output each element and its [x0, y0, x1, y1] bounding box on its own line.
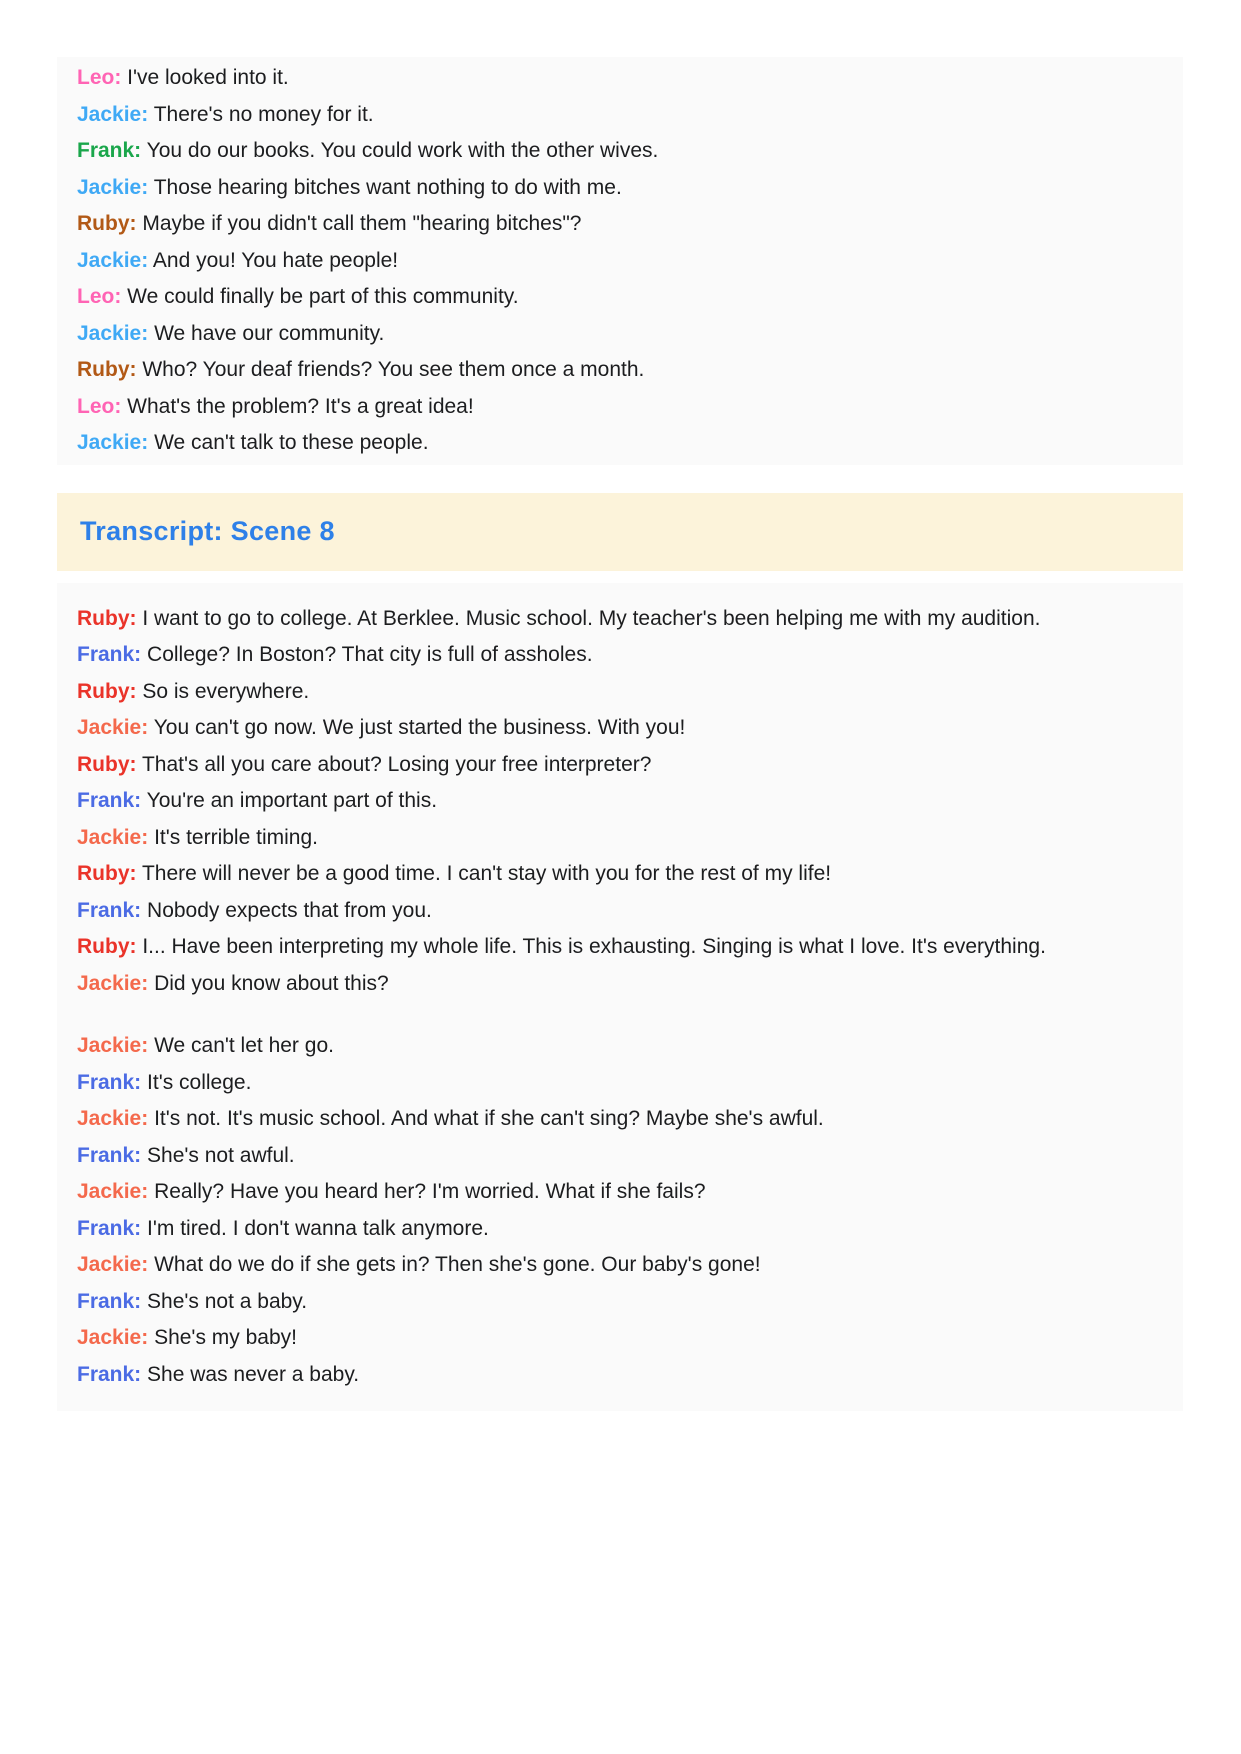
dialogue-text: You can't go now. We just started the business. With you!: [148, 716, 686, 739]
dialogue-text: She's my baby!: [148, 1326, 297, 1349]
dialogue-text: So is everywhere.: [136, 679, 310, 703]
speaker-name: Leo:: [77, 285, 122, 308]
dialogue-line: [77, 1065, 1163, 1102]
dialogue-line: [77, 710, 1163, 747]
dialogue-line: [77, 1028, 1163, 1065]
dialogue-text: We can't let her go.: [148, 1034, 334, 1057]
scene8-header-title: Transcript: Scene 8: [80, 516, 335, 546]
dialogue-text: It's college.: [141, 1070, 252, 1094]
dialogue-line: [77, 637, 1163, 674]
dialogue-text: There will never be a good time. I can't stay with you for the rest of my life!: [136, 862, 832, 885]
scene8-paragraph-2: [77, 1028, 1163, 1393]
dialogue-text: We can't talk to these people.: [148, 431, 429, 454]
speaker-name: Leo:: [77, 394, 122, 418]
transcript-page: [57, 57, 1183, 1411]
speaker-name: Ruby:: [77, 935, 137, 958]
dialogue-line: [77, 1357, 1163, 1394]
speaker-name: Frank:: [77, 139, 142, 162]
dialogue-text: She's not a baby.: [141, 1289, 308, 1313]
dialogue-line: [77, 966, 1163, 1003]
dialogue-text: What do we do if she gets in? Then she's gone. Our baby's gone!: [148, 1253, 761, 1276]
dialogue-line: [77, 60, 1163, 97]
speaker-name: Jackie:: [77, 1180, 149, 1203]
dialogue-text: It's not. It's music school. And what if she can't sing? Maybe she's awful.: [148, 1107, 824, 1130]
dialogue-text: Did you know about this?: [148, 971, 389, 995]
dialogue-text: And you! You hate people!: [148, 248, 399, 272]
dialogue-text: Nobody expects that from you.: [141, 898, 432, 922]
speaker-name: Jackie:: [77, 971, 149, 995]
speaker-name: Ruby:: [77, 679, 137, 703]
scene8-header-banner: [57, 493, 1183, 571]
speaker-name: Jackie:: [77, 321, 149, 345]
speaker-name: Frank:: [77, 643, 142, 666]
dialogue-line: [77, 893, 1163, 930]
dialogue-text: You're an important part of this.: [141, 789, 438, 812]
dialogue-text: I... Have been interpreting my whole life. This is exhausting. Singing is what I love. It's everything.: [136, 935, 1046, 958]
dialogue-line: [77, 389, 1163, 426]
dialogue-line: [77, 97, 1163, 134]
speaker-name: Ruby:: [77, 752, 137, 776]
dialogue-text: Who? Your deaf friends? You see them once a month.: [136, 358, 645, 381]
dialogue-line: [77, 674, 1163, 711]
speaker-name: Jackie:: [77, 1326, 149, 1349]
speaker-name: Ruby:: [77, 212, 137, 235]
speaker-name: Jackie:: [77, 248, 149, 272]
dialogue-line: [77, 170, 1163, 207]
dialogue-line: [77, 1138, 1163, 1175]
speaker-name: Frank:: [77, 1289, 142, 1313]
dialogue-text: I'm tired. I don't wanna talk anymore.: [141, 1216, 489, 1240]
dialogue-text: I've looked into it.: [121, 66, 289, 89]
speaker-name: Ruby:: [77, 606, 137, 630]
dialogue-text: She's not awful.: [141, 1143, 295, 1167]
scene8-dialogue-block: [57, 583, 1183, 1412]
dialogue-text: We have our community.: [148, 321, 385, 345]
dialogue-line: [77, 1284, 1163, 1321]
scene8-paragraph-1: [77, 601, 1163, 1003]
speaker-name: Jackie:: [77, 825, 149, 849]
speaker-name: Ruby:: [77, 358, 137, 381]
dialogue-line: [77, 133, 1163, 170]
speaker-name: Ruby:: [77, 862, 137, 885]
dialogue-text: Really? Have you heard her? I'm worried. What if she fails?: [148, 1180, 706, 1203]
speaker-name: Jackie:: [77, 431, 149, 454]
dialogue-line: [77, 1211, 1163, 1248]
speaker-name: Frank:: [77, 1216, 142, 1240]
speaker-name: Jackie:: [77, 175, 149, 199]
dialogue-text: There's no money for it.: [148, 102, 374, 126]
dialogue-line: [77, 206, 1163, 243]
dialogue-line: [77, 1247, 1163, 1284]
dialogue-line: [77, 1320, 1163, 1357]
dialogue-line: [77, 352, 1163, 389]
dialogue-text: You do our books. You could work with the other wives.: [141, 139, 659, 162]
dialogue-line: [77, 601, 1163, 638]
dialogue-line: [77, 1174, 1163, 1211]
speaker-name: Jackie:: [77, 716, 149, 739]
dialogue-text: That's all you care about? Losing your free interpreter?: [136, 752, 652, 776]
speaker-name: Frank:: [77, 1143, 142, 1167]
dialogue-line: [77, 279, 1163, 316]
dialogue-line: [77, 425, 1163, 462]
speaker-name: Frank:: [77, 1362, 142, 1386]
dialogue-text: Those hearing bitches want nothing to do with me.: [148, 175, 622, 199]
dialogue-text: We could finally be part of this community.: [121, 285, 519, 308]
dialogue-line: [77, 929, 1163, 966]
speaker-name: Jackie:: [77, 1107, 149, 1130]
dialogue-line: [77, 747, 1163, 784]
dialogue-line: [77, 1101, 1163, 1138]
dialogue-line: [77, 783, 1163, 820]
speaker-name: Frank:: [77, 898, 142, 922]
speaker-name: Jackie:: [77, 1253, 149, 1276]
dialogue-text: It's terrible timing.: [148, 825, 318, 849]
dialogue-line: [77, 243, 1163, 280]
dialogue-text: She was never a baby.: [141, 1362, 360, 1386]
speaker-name: Frank:: [77, 789, 142, 812]
dialogue-text: What's the problem? It's a great idea!: [121, 394, 474, 418]
speaker-name: Jackie:: [77, 1034, 149, 1057]
dialogue-text: I want to go to college. At Berklee. Music school. My teacher's been helping me with my audition.: [136, 606, 1041, 630]
dialogue-line: [77, 316, 1163, 353]
dialogue-text: Maybe if you didn't call them "hearing bitches"?: [136, 212, 582, 235]
dialogue-line: [77, 856, 1163, 893]
speaker-name: Jackie:: [77, 102, 149, 126]
dialogue-line: [77, 820, 1163, 857]
speaker-name: Frank:: [77, 1070, 142, 1094]
scene7-dialogue-block: [57, 57, 1183, 465]
dialogue-text: College? In Boston? That city is full of assholes.: [141, 643, 593, 666]
speaker-name: Leo:: [77, 66, 122, 89]
